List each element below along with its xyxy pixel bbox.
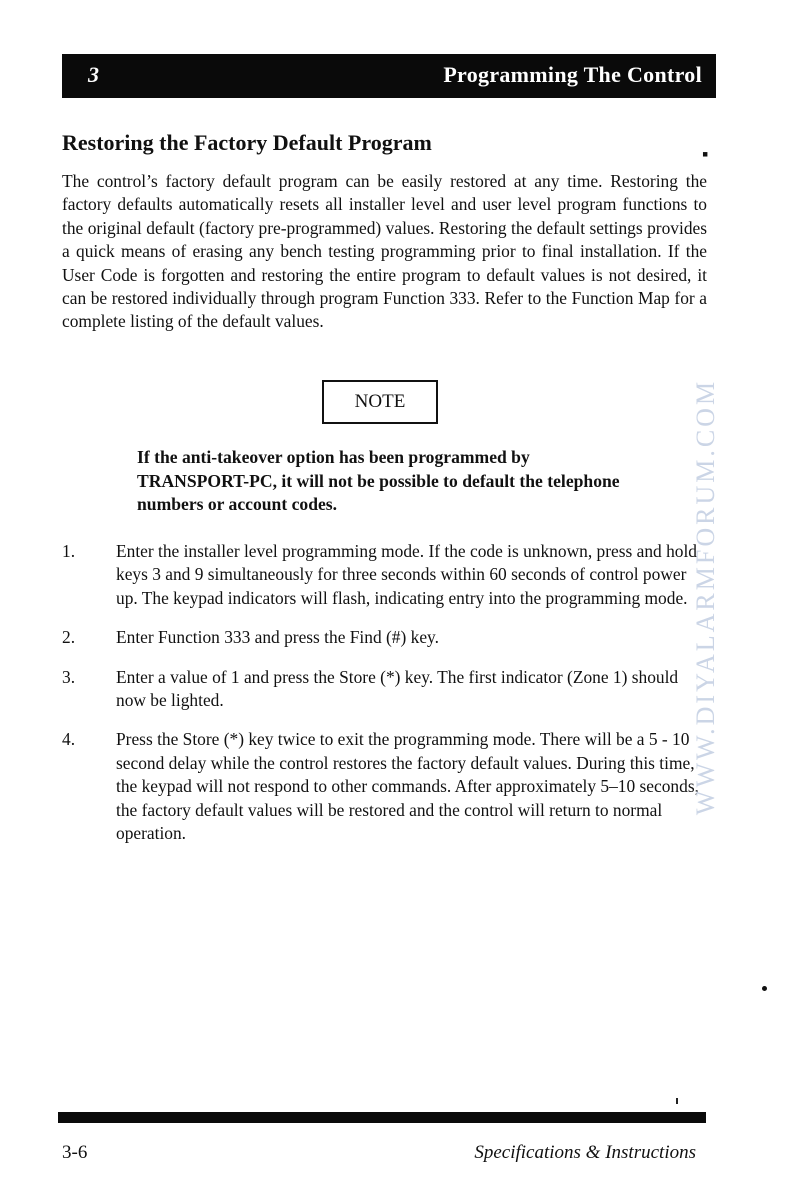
step-number: 2.: [62, 627, 76, 648]
step-number: 3.: [62, 666, 76, 687]
note-label: NOTE: [322, 380, 438, 424]
chapter-title: Programming The Control: [443, 62, 702, 87]
step-item: [62, 626, 702, 649]
footer-rule: [58, 1112, 706, 1123]
step-text: Enter the installer level programming mode. If the code is unknown, press and hold keys 3 and 9 simultaneously for three seconds within 60 seconds of control power up. The keypad indicators will flash, indicating entry into the programming mode.: [116, 541, 697, 608]
intro-paragraph: The control’s factory default program can be easily restored at any time. Restoring the factory defaults automatically resets all installer level and user level program functions to the original default (factory pre-programmed) values. Restoring the default settings provides a quick means of erasing any bench testing programming prior to final installation. If the User Code is forgotten and restoring the entire program to default values is not desired, it can be restored individually through program Function 333. Refer to the Function Map for a complete listing of the default values.: [62, 171, 707, 332]
footer-document-title: Specifications & Instructions: [474, 1142, 696, 1163]
chapter-header-bar: [62, 54, 716, 98]
steps-list: [62, 540, 702, 861]
tick-mark-icon: [676, 1098, 678, 1104]
note-text: If the anti-takeover option has been programmed by TRANSPORT-PC, it will not be possible to default the telephone numbers or account codes.: [137, 447, 620, 515]
margin-mark-icon: ▪: [702, 144, 709, 164]
step-item: [62, 728, 702, 845]
step-number: 1.: [62, 541, 76, 561]
step-text: Press the Store (*) key twice to exit the programming mode. There will be a 5 - 10 second delay while the control restores the factory default values. During this time, the keypad will not respond to other commands. After approximately 5–10 seconds, the factory default values will be restored and the control will return to normal operation.: [116, 729, 699, 844]
step-text: Enter Function 333 and press the Find (#) key.: [116, 627, 439, 648]
step-item: [62, 666, 702, 713]
watermark: [686, 342, 726, 852]
section-title: Restoring the Factory Default Program: [62, 130, 432, 155]
step-item: [62, 540, 702, 610]
step-text: Enter a value of 1 and press the Store (*) key. The first indicator (Zone 1) should now be lighted.: [116, 666, 679, 711]
watermark-text: WWW.DIYALARMFORUM.COM: [691, 378, 721, 816]
step-number: 4.: [62, 729, 76, 750]
chapter-number: 3: [88, 62, 99, 87]
footer-page-number: 3-6: [62, 1142, 88, 1163]
bullet-dot-icon: [762, 986, 767, 991]
